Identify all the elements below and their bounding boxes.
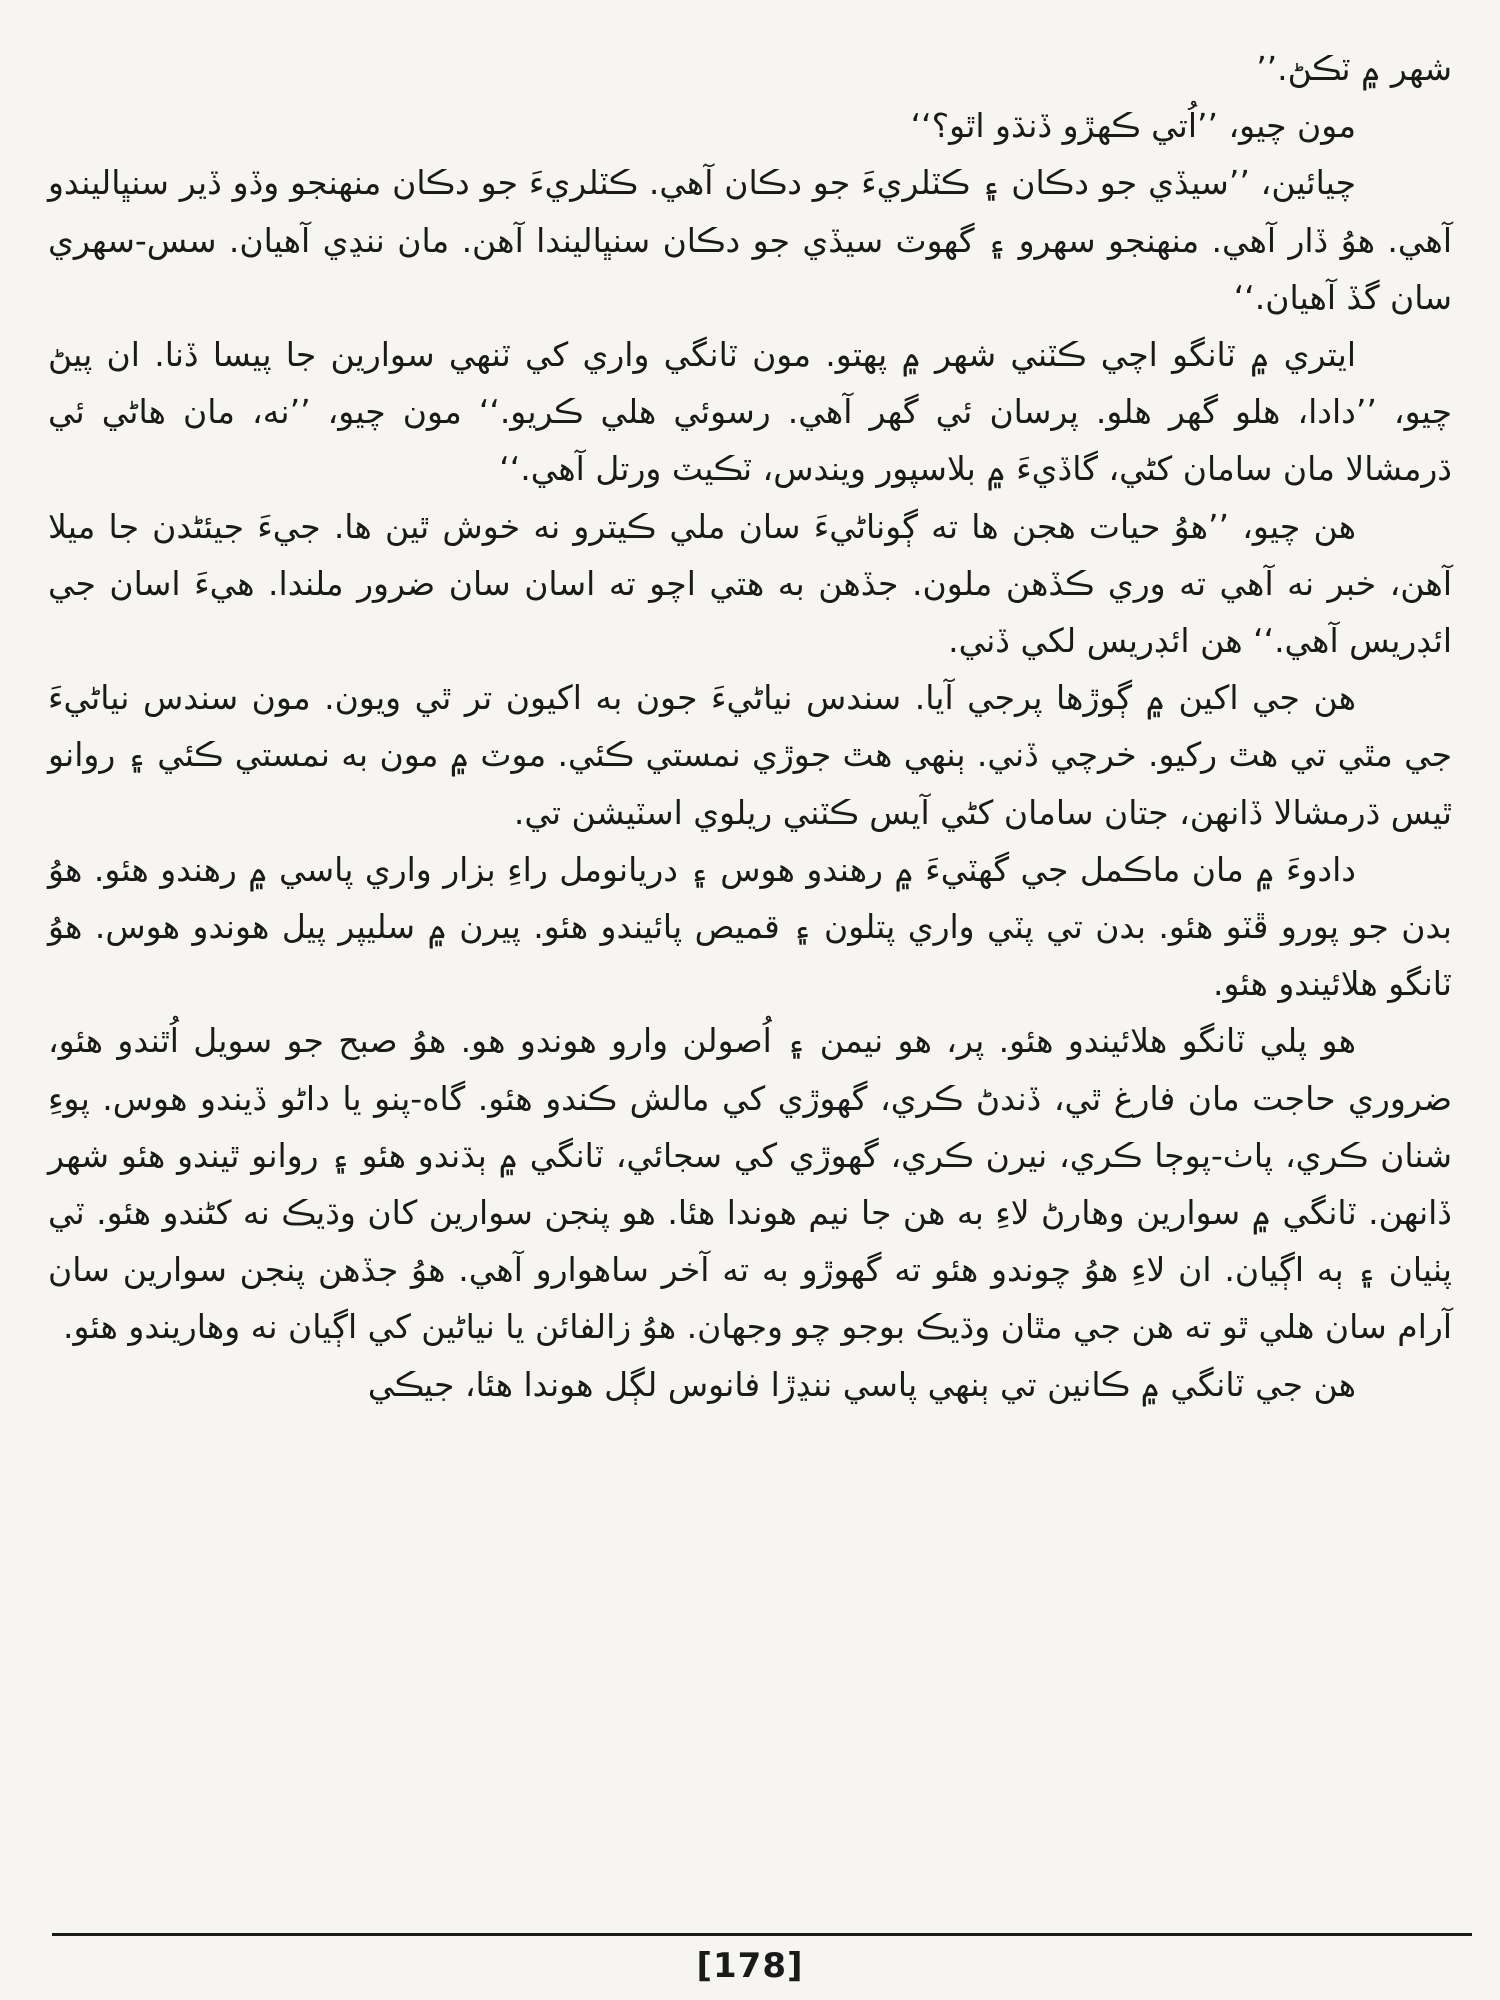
- paragraph: دادوءَ ۾ مان ماڪمل جي گهٽيءَ ۾ رهندو هوس ۽ دريانومل راءِ بزار واري پاسي ۾ رهندو هئو. هوُ بدن جو پورو ڦٽو هئو. بدن تي پٽي واري پتلون ۽ قميص پائيندو هئو. پيرن ۾ سليپر پيل هوندو هوس. هوُ ٽانگو هلائيندو هئو.: [48, 849, 1452, 1004]
- page-number: [178]: [696, 1946, 804, 1986]
- paragraph: هن جي ٽانگي ۾ ڪانين تي ٻنهي پاسي ننڍڙا فانوس لڳل هوندا هئا، جيڪي: [367, 1364, 1356, 1404]
- paragraph: ايتري ۾ ٽانگو اچي ڪٽني شهر ۾ پهتو. مون ٽانگي واري کي ٽنهي سوارين جا پيسا ڏنا. ان پيڻ چيو، ’’دادا، هلو گهر هلو. پرسان ئي گهر آهي. رسوئي هلي ڪريو.‘‘ مون چيو، ’’نه، مان هاڻي ئي ڌرمشالا مان سامان کڻي، گاڏيءَ ۾ بلاسپور ويندس، ٽڪيٽ ورتل آهي.‘‘: [48, 335, 1452, 489]
- page-content: [48, 40, 1452, 1920]
- paragraph: هن چيو، ’’هوُ حيات هجن ها ته ڳوناڻيءَ سان ملي ڪيترو نه خوش ٿين ها. جيءَ جيئڻدن جا ميلا آهن، خبر نه آهي ته وري ڪڏهن ملون. جڏهن به هتي اچو ته اسان سان ضرور ملندا. هيءَ اسان جي ائڊريس آهي.‘‘ هن ائڊريس لکي ڏني.: [48, 506, 1452, 661]
- paragraph: چيائين، ’’سيڏي جو دڪان ۽ ڪٽلريءَ جو دڪان آهي. ڪٽلريءَ جو دڪان منهنجو وڏو ڏير سنڀاليندو آهي. هوُ ڏار آهي. منهنجو سهرو ۽ گهوٽ سيڏي جو دڪان سنڀاليندا آهن. مان ننڍي آهيان. سس-سهري سان گڏ آهيان.‘‘: [48, 163, 1452, 317]
- body-text: [48, 40, 1452, 1413]
- footer-rule: [52, 1933, 1472, 1936]
- paragraph: هو پلي ٽانگو هلائيندو هئو. پر، هو نيمن ۽ اُصولن وارو هوندو هو. هوُ صبح جو سويل اُٿندو هئو، ضروري حاجت مان فارغ ٿي، ڏندڻ ڪري، گهوڙي کي مالش ڪندو هئو. گاه-پنو يا داڻو ڏيندو هوس. پوءِ شنان ڪري، پاٺ-پوڄا ڪري، نيرن ڪري، گهوڙي کي سجائي، ٽانگي ۾ ٻڌندو هئو ۽ روانو ٿيندو هئو شهر ڏانهن. ٽانگي ۾ سوارين وهارڻ لاءِ به هن جا نيم هوندا هئا. هو پنجن سوارين کان وڌيڪ نه کڻندو هئو. ٽي پٺيان ۽ ٻه اڳيان. ان لاءِ هوُ چوندو هئو ته گهوڙو به ته آخر ساهوارو آهي. هوُ جڏهن پنجن سوارين سان آرام سان هلي ٿو ته هن جي مٿان وڌيڪ بوجو چو وجهان. هوُ زالفائن يا نياڻين کي اڳيان نه وهاريندو هئو.: [48, 1021, 1452, 1347]
- paragraph: هن جي اکين ۾ ڳوڙها پرجي آيا. سندس نياڻيءَ جون به اکيون تر ٿي ويون. مون سندس نياڻيءَ جي مٿي تي هٿ رکيو. خرچي ڏني. ٻنهي هٿ جوڙي نمستي ڪئي. موٽ ۾ مون به نمستي ڪئي ۽ روانو ٿيس ڌرمشالا ڏانهن، جتان سامان کڻي آيس ڪٽني ريلوي اسٽيشن تي.: [48, 678, 1452, 832]
- paragraph: مون چيو، ’’اُتي ڪهڙو ڏنڌو اٿو؟‘‘: [910, 106, 1356, 146]
- paragraph: شهر ۾ ٽڪڻ.’’: [1256, 49, 1452, 88]
